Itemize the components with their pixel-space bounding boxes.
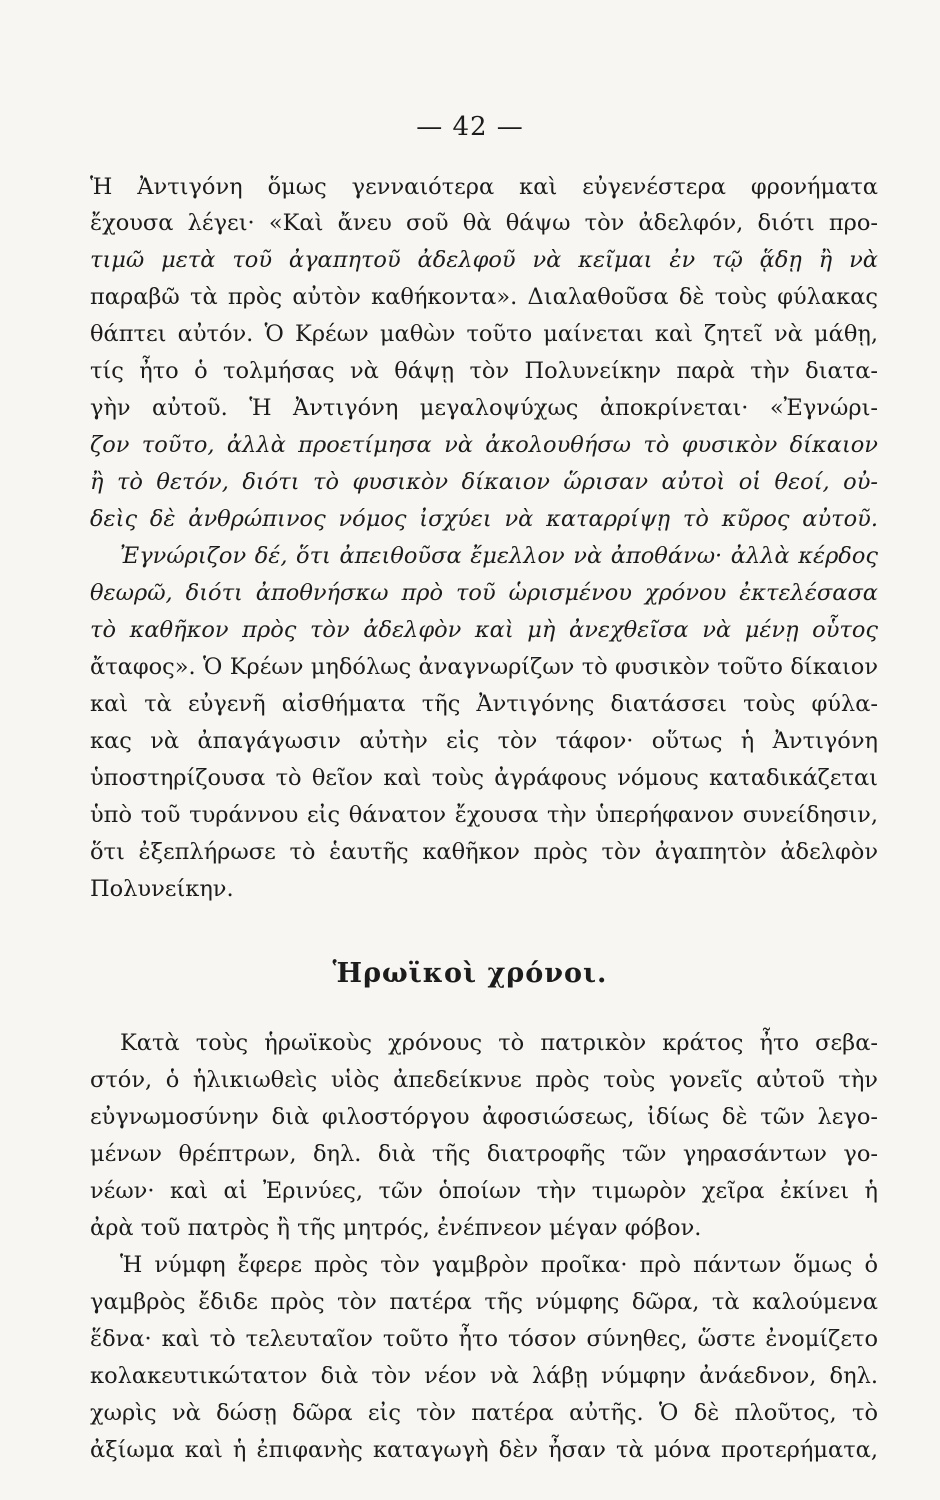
text-line: τὸ καθῆκον πρὸς τὸν ἀδελφὸν καὶ μὴ ἀνεχθεῖσα νὰ μένῃ οὗτος [90,617,878,643]
text-line: ὑποστηρίζουσα τὸ θεῖον καὶ τοὺς ἀγράφους νόμους καταδικάζεται [90,765,878,791]
text-line: μένων θρέπτρων, δηλ. διὰ τῆς διατροφῆς τῶν γηρασάντων γο- [90,1141,878,1167]
text-line: Κατὰ τοὺς ἡρωϊκοὺς χρόνους τὸ πατρικὸν κράτος ἦτο σεβα- [120,1030,878,1056]
text-line: ὅτι ἐξεπλήρωσε τὸ ἑαυτῆς καθῆκον πρὸς τὸν ἀγαπητὸν ἀδελφὸν [90,839,878,865]
text-line: καὶ τὰ εὐγενῆ αἰσθήματα τῆς Ἀντιγόνης διατάσσει τοὺς φύλα- [90,691,878,717]
text-line: ζον τοῦτο, ἀλλὰ προετίμησα νὰ ἀκολουθήσω τὸ φυσικὸν δίκαιον [90,432,878,458]
text-line: ἀξίωμα καὶ ἡ ἐπιφανὴς καταγωγὴ δὲν ἦσαν τὰ μόνα προτερήματα, [90,1437,878,1463]
text-line: παραβῶ τὰ πρὸς αὐτὸν καθήκοντα». Διαλαθοῦσα δὲ τοὺς φύλακας [90,284,878,310]
text-line: Πολυνείκην. [90,876,234,902]
text-line: ἢ τὸ θετόν, διότι τὸ φυσικὸν δίκαιον ὥρισαν αὐτοὶ οἱ θεοί, οὐ- [90,469,878,495]
text-line: τιμῶ μετὰ τοῦ ἀγαπητοῦ ἀδελφοῦ νὰ κεῖμαι ἐν τῷ ᾅδῃ ἢ νὰ [90,247,878,273]
text-line: εὐγνωμοσύνην διὰ φιλοστόργου ἀφοσιώσεως, ἰδίως δὲ τῶν λεγο- [90,1104,878,1130]
text-line: ἔχουσα λέγει· «Καὶ ἄνευ σοῦ θὰ θάψω τὸν ἀδελφόν, διότι προ- [90,210,878,236]
text-line: ἀρὰ τοῦ πατρὸς ἢ τῆς μητρός, ἐνέπνεον μέγαν φόβον. [90,1215,702,1241]
text-line: κας νὰ ἀπαγάγωσιν αὐτὴν εἰς τὸν τάφον· οὕτως ἡ Ἀντιγόνη [90,728,878,754]
page-number: — 42 — [416,112,524,142]
text-line: γὴν αὐτοῦ. Ἡ Ἀντιγόνη μεγαλοψύχως ἀποκρίνεται· «Ἐγνώρι- [90,395,878,421]
text-line: Ἡ Ἀντιγόνη ὅμως γενναιότερα καὶ εὐγενέστερα φρονήματα [90,174,878,200]
text-line: χωρὶς νὰ δώσῃ δῶρα εἰς τὸν πατέρα αὐτῆς. Ὁ δὲ πλοῦτος, τὸ [90,1400,878,1426]
text-line: στόν, ὁ ἡλικιωθεὶς υἱὸς ἀπεδείκνυε πρὸς τοὺς γονεῖς αὐτοῦ τὴν [90,1067,878,1093]
text-line: θάπτει αὐτόν. Ὁ Κρέων μαθὼν τοῦτο μαίνεται καὶ ζητεῖ νὰ μάθῃ, [90,321,878,347]
text-line: τίς ἦτο ὁ τολμήσας νὰ θάψῃ τὸν Πολυνείκην παρὰ τὴν διατα- [90,358,878,384]
text-line: κολακευτικώτατον διὰ τὸν νέον νὰ λάβῃ νύμφην ἀνάεδνον, δηλ. [90,1363,878,1389]
text-line: Ἡ νύμφη ἔφερε πρὸς τὸν γαμβρὸν προῖκα· πρὸ πάντων ὅμως ὁ [120,1252,878,1278]
text-line: ὑπὸ τοῦ τυράννου εἰς θάνατον ἔχουσα τὴν ὑπερήφανον συνείδησιν, [90,802,878,828]
text-line: νέων· καὶ αἱ Ἐρινύες, τῶν ὁποίων τὴν τιμωρὸν χεῖρα ἐκίνει ἡ [90,1178,878,1204]
section-heading: Ἡρωϊκοὶ χρόνοι. [332,958,608,989]
text-line: ἕδνα· καὶ τὸ τελευταῖον τοῦτο ἦτο τόσον σύνηθες, ὥστε ἐνομίζετο [90,1326,878,1352]
text-line: Ἐγνώριζον δέ, ὅτι ἀπειθοῦσα ἔμελλον νὰ ἀποθάνω· ἀλλὰ κέρδος [120,543,878,569]
text-line: γαμβρὸς ἔδιδε πρὸς τὸν πατέρα τῆς νύμφης δῶρα, τὰ καλούμενα [90,1289,878,1315]
text-line: ἄταφος». Ὁ Κρέων μηδόλως ἀναγνωρίζων τὸ φυσικὸν τοῦτο δίκαιον [90,654,878,680]
text-line: θεωρῶ, διότι ἀποθνήσκω πρὸ τοῦ ὡρισμένου χρόνου ἐκτελέσασα [90,580,878,606]
text-line: δεὶς δὲ ἀνθρώπινος νόμος ἰσχύει νὰ καταρρίψῃ τὸ κῦρος αὐτοῦ. [90,506,878,532]
